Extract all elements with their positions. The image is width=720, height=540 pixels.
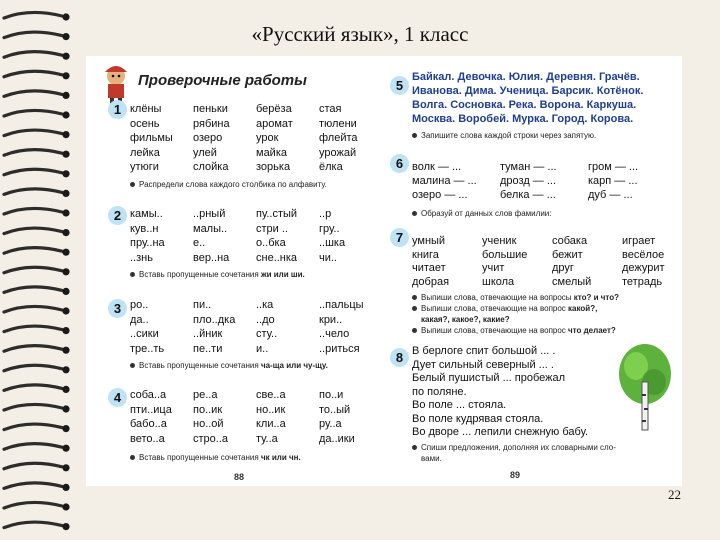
binder-hole	[62, 347, 69, 354]
exercise-number: 5	[390, 76, 409, 95]
binder-ring	[4, 463, 62, 469]
exercise-word: гру..	[319, 222, 340, 235]
binder-ring	[4, 502, 62, 508]
exercise-word: соба..а	[130, 389, 167, 401]
exercise-line: Дует сильный северный ... .	[412, 358, 554, 371]
binder-hole	[62, 249, 69, 256]
exercise-word: ..сики	[130, 328, 159, 340]
exercise-line: по поляне.	[412, 385, 467, 398]
binder-hole	[62, 405, 69, 412]
exercise-word: книга	[412, 248, 439, 261]
right-page	[390, 62, 680, 482]
exercise-word: волк — ...	[412, 161, 462, 173]
left-page	[94, 62, 380, 482]
birch-tree-icon	[616, 342, 674, 434]
exercise-word: слойка	[193, 161, 229, 173]
exercise-word: берёза	[256, 103, 292, 115]
binder-hole	[62, 229, 69, 236]
exercise-number: 3	[108, 299, 127, 318]
exercise-instruction: Распредели слова каждого столбика по алфавиту.	[130, 179, 327, 190]
binder-hole	[62, 366, 69, 373]
exercise-word: добрая	[412, 275, 450, 288]
binder-hole	[62, 288, 69, 295]
exercise-line: Волга. Сосновка. Река. Ворона. Каркуша.	[412, 99, 637, 111]
binder-ring	[4, 32, 62, 38]
exercise-line: Во дворе ... лепили снежную бабу.	[412, 426, 589, 438]
binder-ring	[4, 189, 62, 195]
exercise-word: малы..	[193, 222, 228, 235]
exercise-word: стро..а	[193, 432, 229, 445]
exercise-instruction: Выпиши слова, отвечающие на вопрос что делает?	[412, 325, 616, 336]
exercise-word: майка	[256, 146, 287, 159]
binder-hole	[62, 464, 69, 471]
exercise-line: Белый пушистый ... пробежал	[412, 372, 566, 384]
binder-hole	[62, 111, 69, 118]
exercise-word: по..ик	[193, 403, 223, 416]
binder-hole	[62, 53, 69, 60]
exercise-word: лейка	[130, 146, 160, 159]
exercise-line: Во поле ... стояла.	[412, 399, 507, 411]
binder-ring	[4, 208, 62, 214]
exercise-word: белка — ...	[500, 189, 556, 201]
binder-hole	[62, 307, 69, 314]
exercise-word: гром — ...	[588, 161, 639, 173]
slide-title: «Русский язык», 1 класс	[251, 22, 469, 46]
exercise-word: тетрадь	[622, 275, 663, 288]
binder-ring	[4, 130, 62, 136]
exercise-number: 6	[390, 154, 409, 173]
binder-ring	[4, 169, 62, 175]
binder-ring	[4, 306, 62, 312]
exercise-word: кув..н	[130, 222, 159, 235]
exercise-word: дрозд — ...	[500, 175, 557, 187]
exercise-instruction: Образуй от данных слов фамилии:	[412, 208, 551, 219]
binder-ring	[4, 110, 62, 116]
binder-ring	[4, 71, 62, 77]
binder-ring	[4, 52, 62, 58]
exercise-word: чи..	[319, 251, 337, 264]
exercise-word: дежурит	[622, 262, 665, 274]
exercise-word: ..шка	[319, 237, 346, 249]
exercise-number: 4	[108, 388, 127, 407]
exercise-word: кри..	[319, 313, 343, 326]
exercise-word: озеро	[193, 132, 223, 144]
textbook-spread	[86, 56, 682, 486]
binder-ring	[4, 150, 62, 156]
binder-rings	[0, 0, 78, 540]
exercise-instruction: Вставь пропущенные сочетания чк или чн.	[130, 452, 301, 463]
exercise-word: све..а	[256, 389, 286, 401]
binder-ring	[4, 424, 62, 430]
exercise-word: пу..стый	[256, 208, 298, 220]
exercise-word: туман — ...	[500, 161, 557, 173]
exercise-word: по..и	[319, 389, 344, 401]
exercise-word: да..	[130, 313, 149, 326]
exercise-number: 7	[390, 228, 409, 247]
exercise-instruction: Запишите слова каждой строки через запятую.	[412, 130, 596, 141]
exercise-line: Во поле кудрявая стояла.	[412, 412, 544, 425]
exercise-word: клёны	[130, 103, 162, 115]
exercise-word: урок	[256, 132, 279, 144]
exercise-instruction: какая?, какое?, какие?	[421, 315, 510, 324]
exercise-word: смелый	[552, 275, 592, 288]
exercise-word: тре..ть	[130, 342, 165, 355]
exercise-word: камы..	[130, 208, 163, 220]
binder-ring	[4, 91, 62, 97]
page-number: 88	[234, 472, 245, 482]
exercise-word: но..ой	[193, 418, 224, 430]
binder-hole	[62, 425, 69, 432]
binder-ring	[4, 483, 62, 489]
binder-hole	[62, 386, 69, 393]
exercise-word: ..р	[319, 208, 332, 220]
binder-hole	[62, 209, 69, 216]
exercise-word: играет	[622, 235, 656, 247]
binder-ring	[4, 248, 62, 254]
exercise-word: ..пальцы	[319, 299, 364, 311]
exercise-word: улей	[193, 146, 217, 159]
binder-hole	[62, 33, 69, 40]
exercise-word: друг	[552, 262, 574, 274]
exercise-word: ..ка	[256, 299, 274, 311]
exercise-word: озеро — ...	[412, 189, 468, 201]
exercise-word: флейта	[319, 132, 358, 144]
exercise-word: ру..а	[319, 418, 342, 430]
exercise-word: фильмы	[130, 132, 173, 144]
exercise-word: вето..а	[130, 432, 165, 445]
binder-hole	[62, 131, 69, 138]
binder-ring	[4, 326, 62, 332]
exercise-line: В берлоге спит большой ... .	[412, 345, 556, 357]
exercise-number: 8	[390, 348, 409, 367]
exercise-word: кли..а	[256, 418, 286, 430]
exercise-line: Москва. Воробей. Мурка. Город. Корова.	[412, 113, 634, 125]
exercise-word: е..	[193, 237, 206, 249]
exercise-word: ученик	[482, 235, 517, 247]
binder-hole	[62, 151, 69, 158]
exercise-word: школа	[482, 275, 515, 288]
exercise-word: сне..нка	[256, 251, 298, 264]
exercise-word: о..бка	[256, 237, 286, 249]
page-number: 89	[510, 470, 521, 480]
exercise-word: большие	[482, 248, 528, 261]
exercise-word: урожай	[319, 146, 357, 159]
exercise-instruction: Спиши предложения, дополняя их словарными сло-	[412, 442, 616, 453]
exercise-word: и..	[256, 342, 269, 355]
exercise-instruction: Вставь пропущенные сочетания ча-ща или чу-щу.	[130, 360, 328, 371]
binder-hole	[62, 72, 69, 79]
exercise-instruction: Вставь пропущенные сочетания жи или ши.	[130, 269, 305, 280]
binder-hole	[62, 170, 69, 177]
exercise-word: бабо..а	[130, 418, 167, 430]
binder-hole	[62, 484, 69, 491]
page-heading: Проверочные работы	[138, 72, 307, 89]
exercise-word: ..знь	[130, 251, 153, 264]
exercise-word: стри ..	[256, 222, 288, 235]
exercise-line: Иванова. Дима. Ученица. Барсик. Котёнок.	[412, 85, 644, 97]
exercise-word: то..ый	[319, 403, 351, 416]
exercise-word: стая	[319, 103, 342, 115]
binder-ring	[4, 444, 62, 450]
exercise-word: пе..ти	[193, 342, 223, 355]
exercise-word: пло..дка	[193, 313, 236, 326]
binder-ring	[4, 365, 62, 371]
binder-hole	[62, 268, 69, 275]
binder-ring	[4, 228, 62, 234]
exercise-word: но..ик	[256, 403, 286, 416]
binder-ring	[4, 346, 62, 352]
binder-ring	[4, 267, 62, 273]
exercise-word: учит	[482, 262, 505, 274]
exercise-word: вер..на	[193, 251, 230, 264]
exercise-word: ..риться	[319, 342, 360, 355]
exercise-word: осень	[130, 117, 160, 130]
exercise-word: ..рный	[193, 208, 226, 220]
exercise-number: 1	[108, 100, 127, 119]
exercise-word: бежит	[552, 248, 583, 261]
exercise-word: зорька	[256, 161, 291, 173]
binder-hole	[62, 523, 69, 530]
exercise-word: ре..а	[193, 389, 218, 401]
binder-ring	[4, 404, 62, 410]
exercise-word: тюлени	[319, 117, 357, 130]
exercise-word: собака	[552, 235, 588, 247]
exercise-word: карп — ...	[588, 175, 638, 187]
exercise-word: сту..	[256, 328, 278, 340]
exercise-word: малина — ...	[412, 175, 477, 187]
slide-number: 22	[668, 487, 681, 502]
binder-ring	[4, 287, 62, 293]
binder-ring	[4, 12, 62, 18]
exercise-word: рябина	[193, 117, 230, 130]
exercise-word: умный	[412, 235, 446, 247]
exercise-word: дуб — ...	[588, 189, 633, 201]
exercise-word: пти..ица	[130, 403, 172, 416]
binder-ring	[4, 385, 62, 391]
binder-hole	[62, 503, 69, 510]
exercise-word: весёлое	[622, 248, 665, 261]
binder-hole	[62, 190, 69, 197]
exercise-word: утюги	[130, 161, 159, 173]
exercise-word: да..ики	[319, 432, 355, 445]
exercise-word: пеньки	[193, 103, 228, 115]
exercise-word: ту..а	[256, 432, 278, 445]
binder-ring	[4, 522, 62, 528]
exercise-word: пру..на	[130, 237, 165, 249]
exercise-instruction: Выпиши слова, отвечающие на вопрос какой?,	[412, 303, 597, 314]
exercise-word: ро..	[130, 299, 149, 311]
exercise-line: Байкал. Девочка. Юлия. Деревня. Грачёв.	[412, 71, 640, 83]
binder-hole	[62, 92, 69, 99]
exercise-number: 2	[108, 206, 127, 225]
exercise-word: ..йник	[193, 328, 223, 340]
binder-hole	[62, 445, 69, 452]
exercise-word: аромат	[256, 117, 293, 130]
binder-hole	[62, 327, 69, 334]
exercise-word: читает	[412, 262, 446, 274]
exercise-word: ..до	[256, 313, 275, 326]
exercise-instruction: Выпиши слова, отвечающие на вопросы кто? и что?	[412, 292, 619, 303]
exercise-word: ёлка	[319, 161, 343, 173]
binder-hole	[62, 13, 69, 20]
exercise-instruction: вами.	[421, 454, 442, 463]
exercise-word: пи..	[193, 299, 212, 311]
exercise-word: ..чело	[319, 328, 350, 340]
